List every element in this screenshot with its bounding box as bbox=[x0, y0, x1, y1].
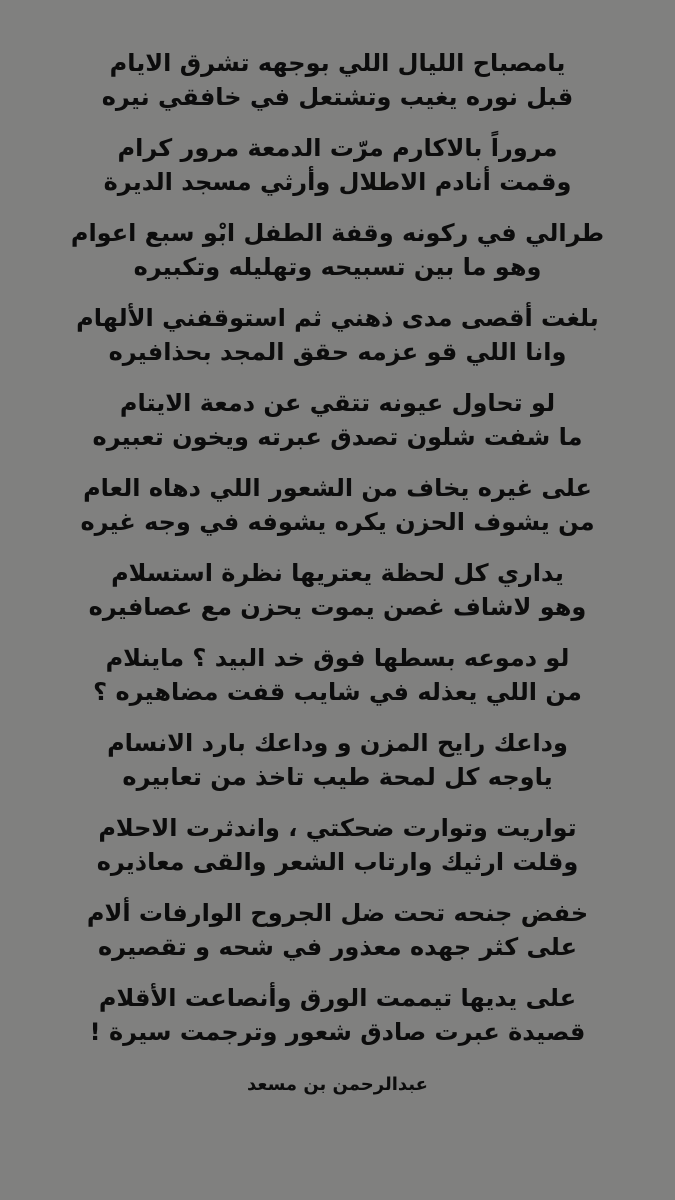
verse-line: على كثر جهده معذور في شحه و تقصيره bbox=[97, 933, 577, 961]
stanza-5 bbox=[0, 386, 675, 471]
stanza-10 bbox=[0, 811, 675, 896]
stanza-11 bbox=[0, 896, 675, 981]
verse-line: من اللي يعذله في شايب قفت مضاهيره ؟ bbox=[93, 678, 582, 706]
verse-line: طرالي في ركونه وقفة الطفل ابْو سبع اعوام bbox=[70, 219, 605, 247]
verse-line: على يديها تيممت الورق وأنصاعت الأقلام bbox=[98, 984, 577, 1012]
verse-line: من يشوف الحزن يكره يشوفه في وجه غيره bbox=[80, 508, 595, 536]
stanza-3 bbox=[0, 216, 675, 301]
verse-line: ياوجه كل لمحة طيب تاخذ من تعابيره bbox=[122, 763, 553, 791]
verse-line: خفض جنحه تحت ضل الجروح الوارفات ألام bbox=[86, 899, 589, 927]
verse-line: مروراً بالاكارم مرّت الدمعة مرور كرام bbox=[117, 134, 558, 162]
stanza-9 bbox=[0, 726, 675, 811]
verse-line: يداري كل لحظة يعتريها نظرة استسلام bbox=[111, 559, 564, 587]
stanza-4 bbox=[0, 301, 675, 386]
verse-line: وداعك رايح المزن و وداعك بارد الانسام bbox=[107, 729, 568, 757]
verse-line: ما شفت شلون تصدق عبرته ويخون تعبيره bbox=[92, 423, 583, 451]
stanza-2 bbox=[0, 131, 675, 216]
stanza-12 bbox=[0, 981, 675, 1066]
verse-line: قبل نوره يغيب وتشتعل في خافقي نيره bbox=[101, 83, 574, 111]
verse-line: بلغت أقصى مدى ذهني ثم استوقفني الألهام bbox=[76, 304, 599, 332]
verse-line: وانا اللي قو عزمه حقق المجد بحذافيره bbox=[108, 338, 567, 366]
verse-line: يامصباح الليال اللي بوجهه تشرق الايام bbox=[109, 49, 566, 77]
poem bbox=[0, 46, 675, 1066]
verse-line: تواريت وتوارت ضحكتي ، واندثرت الاحلام bbox=[98, 814, 577, 842]
verse-line: قصيدة عبرت صادق شعور وترجمت سيرة ! bbox=[89, 1018, 586, 1046]
verse-line: وهو لاشاف غصن يموت يحزن مع عصافيره bbox=[88, 593, 587, 621]
verse-line: لو دموعه بسطها فوق خد البيد ؟ ماينلام bbox=[105, 644, 570, 672]
stanza-7 bbox=[0, 556, 675, 641]
verse-line: وقمت أنادم الاطلال وأرثي مسجد الديرة bbox=[103, 168, 572, 196]
verse-line: لو تحاول عيونه تتقي عن دمعة الايتام bbox=[119, 389, 556, 417]
verse-line: وقلت ارثيك وارتاب الشعر والقى معاذيره bbox=[96, 848, 579, 876]
verse-line: وهو ما بين تسبيحه وتهليله وتكبيره bbox=[133, 253, 542, 281]
stanza-6 bbox=[0, 471, 675, 556]
stanza-1 bbox=[0, 46, 675, 131]
verse-line: على غيره يخاف من الشعور اللي دهاه العام bbox=[83, 474, 592, 502]
author-signature: عبدالرحمن بن مسعد bbox=[247, 1074, 428, 1095]
stanza-8 bbox=[0, 641, 675, 726]
